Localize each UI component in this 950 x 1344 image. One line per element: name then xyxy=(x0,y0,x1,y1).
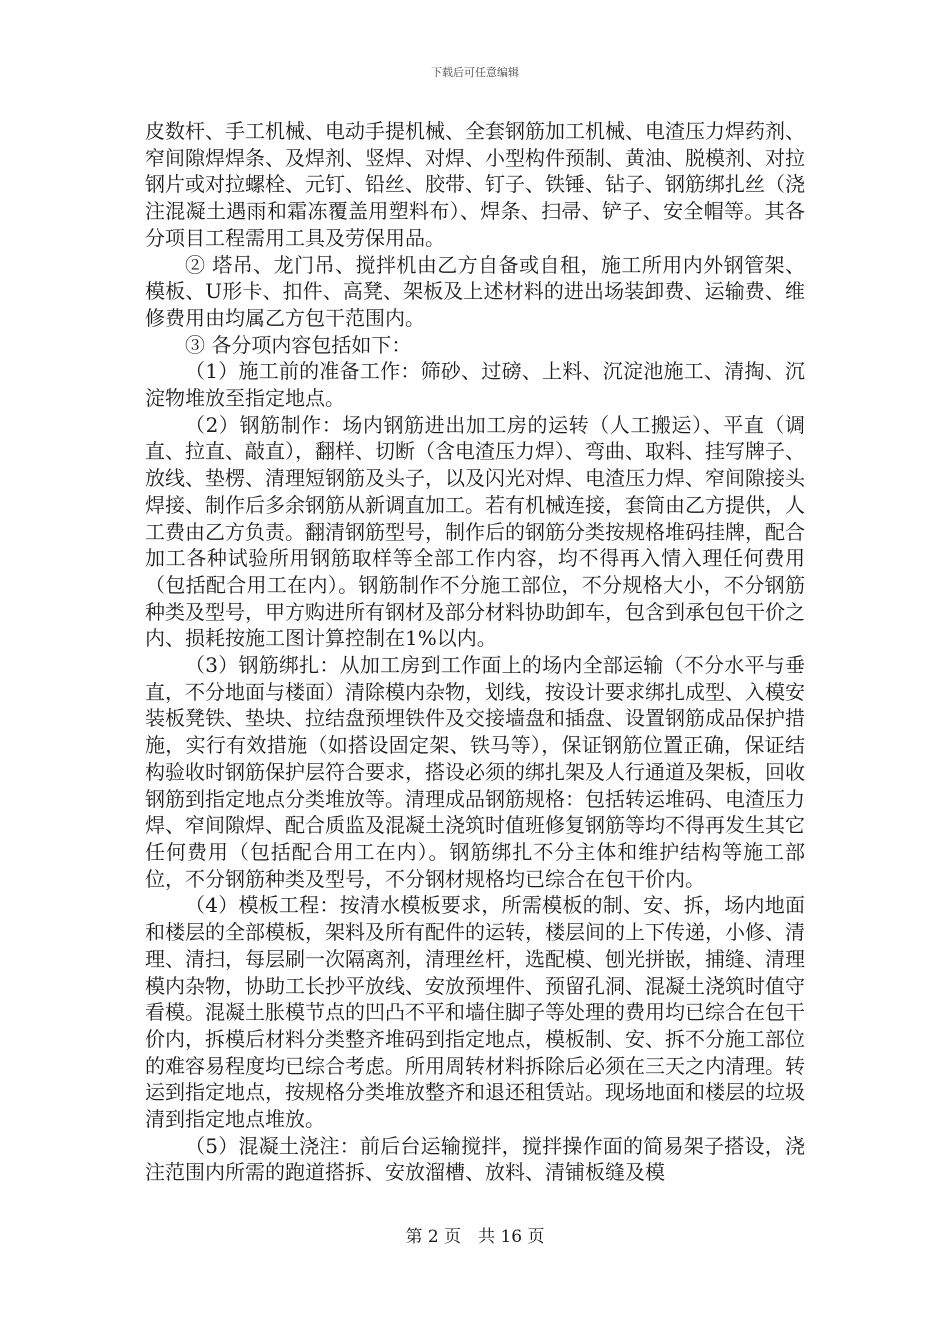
document-body xyxy=(145,118,805,1186)
paragraph-rebar-binding: （3）钢筋绑扎：从加工房到工作面上的场内全部运输（不分水平与垂直，不分地面与楼面）清除模内杂物，划线，按设计要求绑扎成型、入模安装板凳铁、垫块、拉结盘预埋铁件及交接墙盘和插盘、设置钢筋成品保护措施，实行有效措施（如搭设固定架、铁马等），保证钢筋位置正确，保证结构验收时钢筋保护层符合要求，搭设必须的绑扎架及人行通道及架板，回收钢筋到指定地点分类堆放等。清理成品钢筋规格：包括转运堆码、电渣压力焊、窄间隙焊、配合质监及混凝土浇筑时值班修复钢筋等均不得再发生其它任何费用（包括配合用工在内）。钢筋绑扎不分主体和维护结构等施工部位，不分钢筋种类及型号，不分钢材规格均已综合在包干价内。 xyxy=(145,653,805,891)
paragraph-preparation: （1）施工前的准备工作：筛砂、过磅、上料、沉淀池施工、清掏、沉淀物堆放至指定地点。 xyxy=(145,359,805,411)
paragraph-items-intro: ③ 各分项内容包括如下： xyxy=(185,332,412,357)
paragraph-rebar-fabrication: （2）钢筋制作：场内钢筋进出加工房的运转（人工搬运）、平直（调直、拉直、敲直），翻样、切断（含电渣压力焊）、弯曲、取料、挂写牌子、放线、垫楞、清理短钢筋及头子，以及闪光对焊、电渣压力焊、窄间隙接头焊接、制作后多余钢筋从新调直加工。若有机械连接，套筒由乙方提供，人工费由乙方负责。翻清钢筋型号，制作后的钢筋分类按规格堆码挂牌，配合加工各种试验所用钢筋取样等全部工作内容，均不得再入情入理任何费用（包括配合用工在内）。钢筋制作不分施工部位，不分规格大小，不分钢筋种类及型号，甲方购进所有钢材及部分材料协助卸车，包含到承包包干价之内、损耗按施工图计算控制在1%以内。 xyxy=(145,412,805,651)
paragraph-tools-list: 皮数杆、手工机械、电动手提机械、全套钢筋加工机械、电渣压力焊药剂、窄间隙焊焊条、及焊剂、竖焊、对焊、小型构件预制、黄油、脱模剂、对拉钢片或对拉螺栓、元钉、铅丝、胶带、钉子、铁锤、钻子、钢筋绑扎丝（浇注混凝土遇雨和霜冻覆盖用塑料布）、焊条、扫帚、铲子、安全帽等。其各分项目工程需用工具及劳保用品。 xyxy=(145,119,805,250)
page-number-footer: 第 2 页 共 16 页 xyxy=(405,1227,545,1247)
paragraph-concrete-pouring: （5）混凝土浇注：前后台运输搅拌，搅拌操作面的简易架子搭设，浇注范围内所需的跑道搭拆、安放溜槽、放料、清铺板缝及模 xyxy=(145,1133,805,1185)
paragraph-formwork: （4）模板工程：按清水模板要求，所需模板的制、安、拆，场内地面和楼层的全部模板，架料及所有配件的运转，楼层间的上下传递，小修、清理、清扫，每层刷一次隔离剂，清理丝杆，选配模、刨光拼嵌，捕缝、清理模内杂物，协助工长抄平放线、安放预埋件、预留孔洞、混凝土浇筑时值守看模。混凝土胀模节点的凹凸不平和墙住脚子等处理的费用均已综合在包干价内，拆模后材料分类整齐堆码到指定地点，模板制、安、拆不分施工部位的难容易程度均已综合考虑。所用周转材料拆除后必须在三天之内清理。转运到指定地点，按规格分类堆放整齐和退还租赁站。现场地面和楼层的垃圾清到指定地点堆放。 xyxy=(145,893,805,1132)
paragraph-equipment: ② 塔吊、龙门吊、搅拌机由乙方自备或自租，施工所用内外钢管架、模板、U形卡、扣件、高凳、架板及上述材料的进出场装卸费、运输费、维修费用由均属乙方包干范围内。 xyxy=(145,252,805,330)
header-note: 下载后可任意编辑 xyxy=(431,66,519,79)
